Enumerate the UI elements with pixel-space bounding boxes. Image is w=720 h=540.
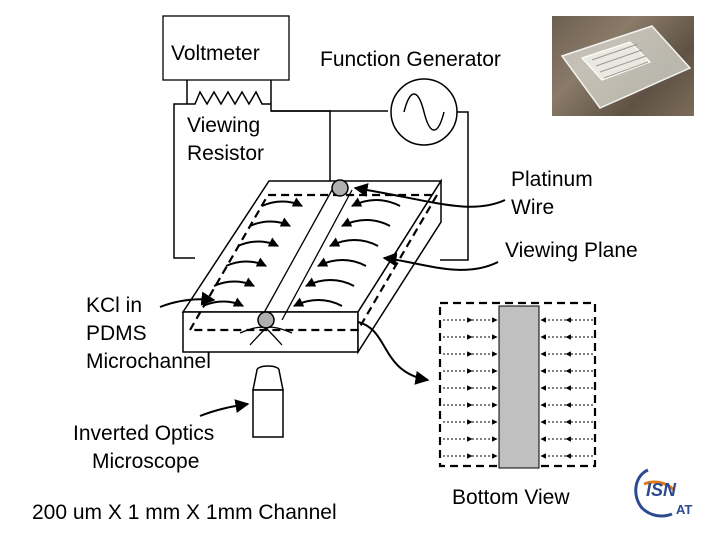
platinum-electrode-bottom: [258, 312, 274, 328]
bottom-view-channel: [499, 306, 539, 468]
viewing-plane-label: Viewing Plane: [505, 239, 638, 262]
device-photo: [552, 16, 694, 116]
inverted-optics-label-line1: Inverted Optics: [73, 422, 215, 445]
logo-icon: [630, 462, 702, 522]
kcl-label-line1: KCl in: [86, 294, 143, 317]
voltmeter-label: Voltmeter: [171, 42, 260, 65]
viewing-resistor-label-line2: Resistor: [187, 142, 265, 165]
pdms-device: [183, 181, 441, 352]
platinum-electrode-top: [332, 180, 348, 196]
viewing-resistor-label-line1: Viewing: [187, 114, 261, 137]
microscope-objective-icon: [253, 366, 283, 437]
logo-text-top: ISN: [646, 480, 677, 500]
platinum-wire-label-line2: Wire: [511, 196, 555, 219]
bottom-view-label: Bottom View: [452, 486, 570, 509]
function-generator-label: Function Generator: [320, 48, 501, 71]
kcl-label-line3: Microchannel: [86, 350, 211, 373]
inverted-optics-label-line2: Microscope: [92, 450, 200, 473]
channel-dimensions-label: 200 um X 1 mm X 1mm Channel: [32, 501, 337, 524]
platinum-wire-label-line1: Platinum: [511, 168, 593, 191]
resistor-zigzag-icon: [187, 92, 271, 104]
logo-text-bottom: AT: [676, 502, 693, 517]
bottom-view-diagram: [440, 303, 595, 468]
kcl-label-line2: PDMS: [86, 322, 147, 345]
